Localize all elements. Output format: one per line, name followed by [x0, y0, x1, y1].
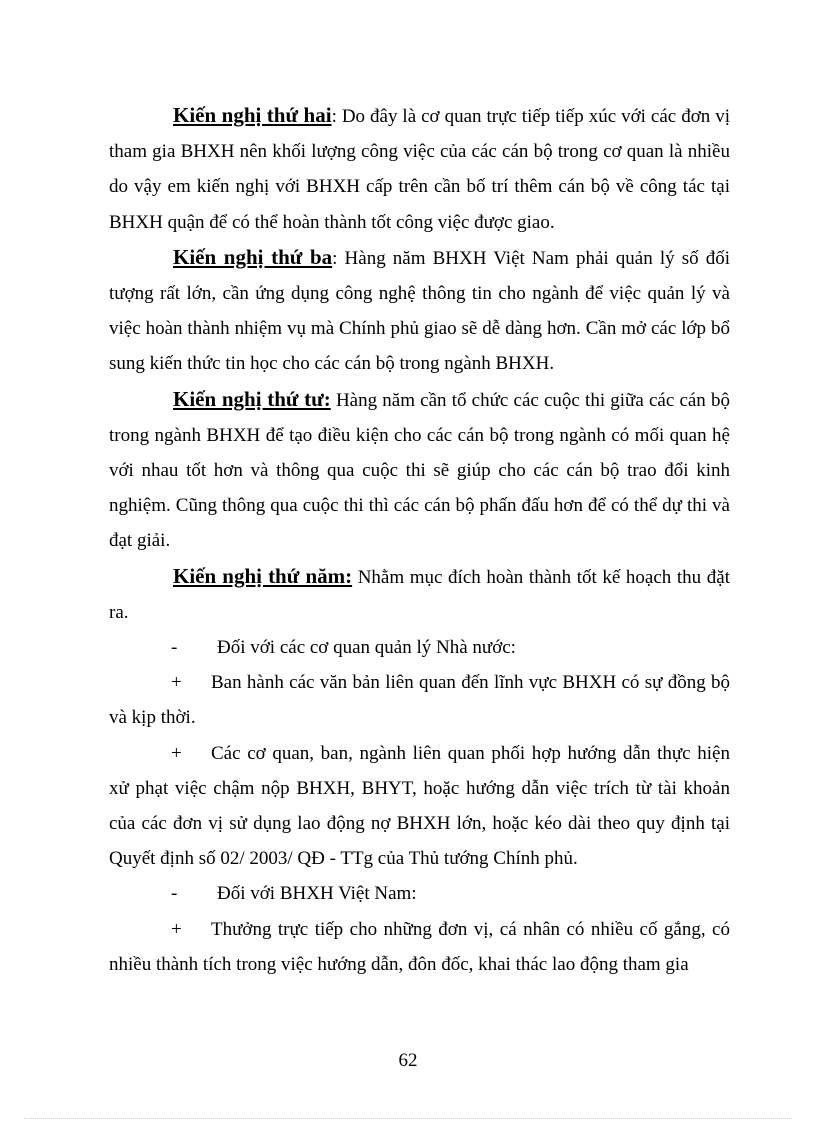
recommendation-3: [109, 240, 730, 382]
recommendation-5-heading: Kiến nghị thứ năm:: [173, 563, 353, 588]
recommendation-5-text: Nhằm mục đích hoàn thành tốt kế hoạch thu đặt ra.: [109, 566, 730, 623]
page-body: [109, 98, 730, 982]
recommendation-2: [109, 98, 730, 240]
recommendation-2-text: : Do đây là cơ quan trực tiếp tiếp xúc với các đơn vị tham gia BHXH nên khối lượng công việc của các cán bộ trong cơ quan là nhiều do vậy em kiến nghị với BHXH cấp trên cần bố trí thêm cán bộ về công tác tại BHXH quận để có thể hoàn thành tốt công việc được giao.: [109, 106, 730, 233]
bhxh-vietnam-item: [109, 876, 730, 911]
recommendation-3-text: : Hàng năm BHXH Việt Nam phải quản lý số đối tượng rất lớn, cần ứng dụng công nghệ thông tin cho ngành để việc quản lý và việc hoàn thành nhiệm vụ mà Chính phủ giao sẽ dễ dàng hơn. Cần mở các lớp bổ sung kiến thức tin học cho các cán bộ trong ngành BHXH.: [109, 247, 730, 375]
state-agencies-point-2: [109, 736, 730, 877]
state-agencies-item: [109, 630, 730, 665]
bhxh-vietnam-point-1: [109, 912, 730, 982]
dash-bullet: -: [171, 883, 178, 905]
bhxh-vietnam-text: Đối với BHXH Việt Nam:: [217, 883, 417, 905]
bhxh-vietnam-point-1-text: Thưởng trực tiếp cho những đơn vị, cá nhân có nhiều cố gắng, có nhiều thành tích trong việc hướng dẫn, đôn đốc, khai thác lao động tham gia: [109, 918, 730, 975]
state-agencies-point-1-text: Ban hành các văn bản liên quan đến lĩnh vực BHXH có sự đồng bộ và kịp thời.: [109, 672, 730, 729]
recommendation-2-heading: Kiến nghị thứ hai: [173, 103, 332, 127]
recommendation-3-heading: Kiến nghị thứ ba: [173, 244, 333, 269]
recommendation-4-heading: Kiến nghị thứ tư:: [173, 386, 331, 411]
recommendation-5: [109, 559, 730, 630]
state-agencies-point-1: [109, 665, 730, 735]
state-agencies-text: Đối với các cơ quan quản lý Nhà nước:: [217, 637, 516, 659]
state-agencies-point-2-text: Các cơ quan, ban, ngành liên quan phối hợp hướng dẫn thực hiện xử phạt việc chậm nộp BHXH, BHYT, hoặc hướng dẫn việc trích từ tài khoản của các đơn vị sử dụng lao động nợ BHXH lớn, hoặc kéo dài theo quy định tại Quyết định số 02/ 2003/ QĐ - TTg của Thủ tướng Chính phủ.: [109, 742, 730, 870]
footer-divider: [24, 1118, 792, 1119]
plus-bullet: +: [171, 918, 182, 940]
dash-bullet: -: [171, 637, 178, 659]
plus-bullet: +: [171, 672, 182, 694]
page-number: 62: [398, 1050, 418, 1071]
recommendation-4: [109, 382, 730, 559]
recommendation-4-text: Hàng năm cần tổ chức các cuộc thi giữa các cán bộ trong ngành BHXH để tạo điều kiện cho các cán bộ trong ngành có mối quan hệ với nhau tốt hơn và thông qua cuộc thi sẽ giúp cho các cán bộ trao đổi kinh nghiệm. Cũng thông qua cuộc thi thì các cán bộ phấn đấu hơn để có thể dự thi và đạt giải.: [109, 389, 730, 552]
plus-bullet: +: [171, 742, 182, 764]
